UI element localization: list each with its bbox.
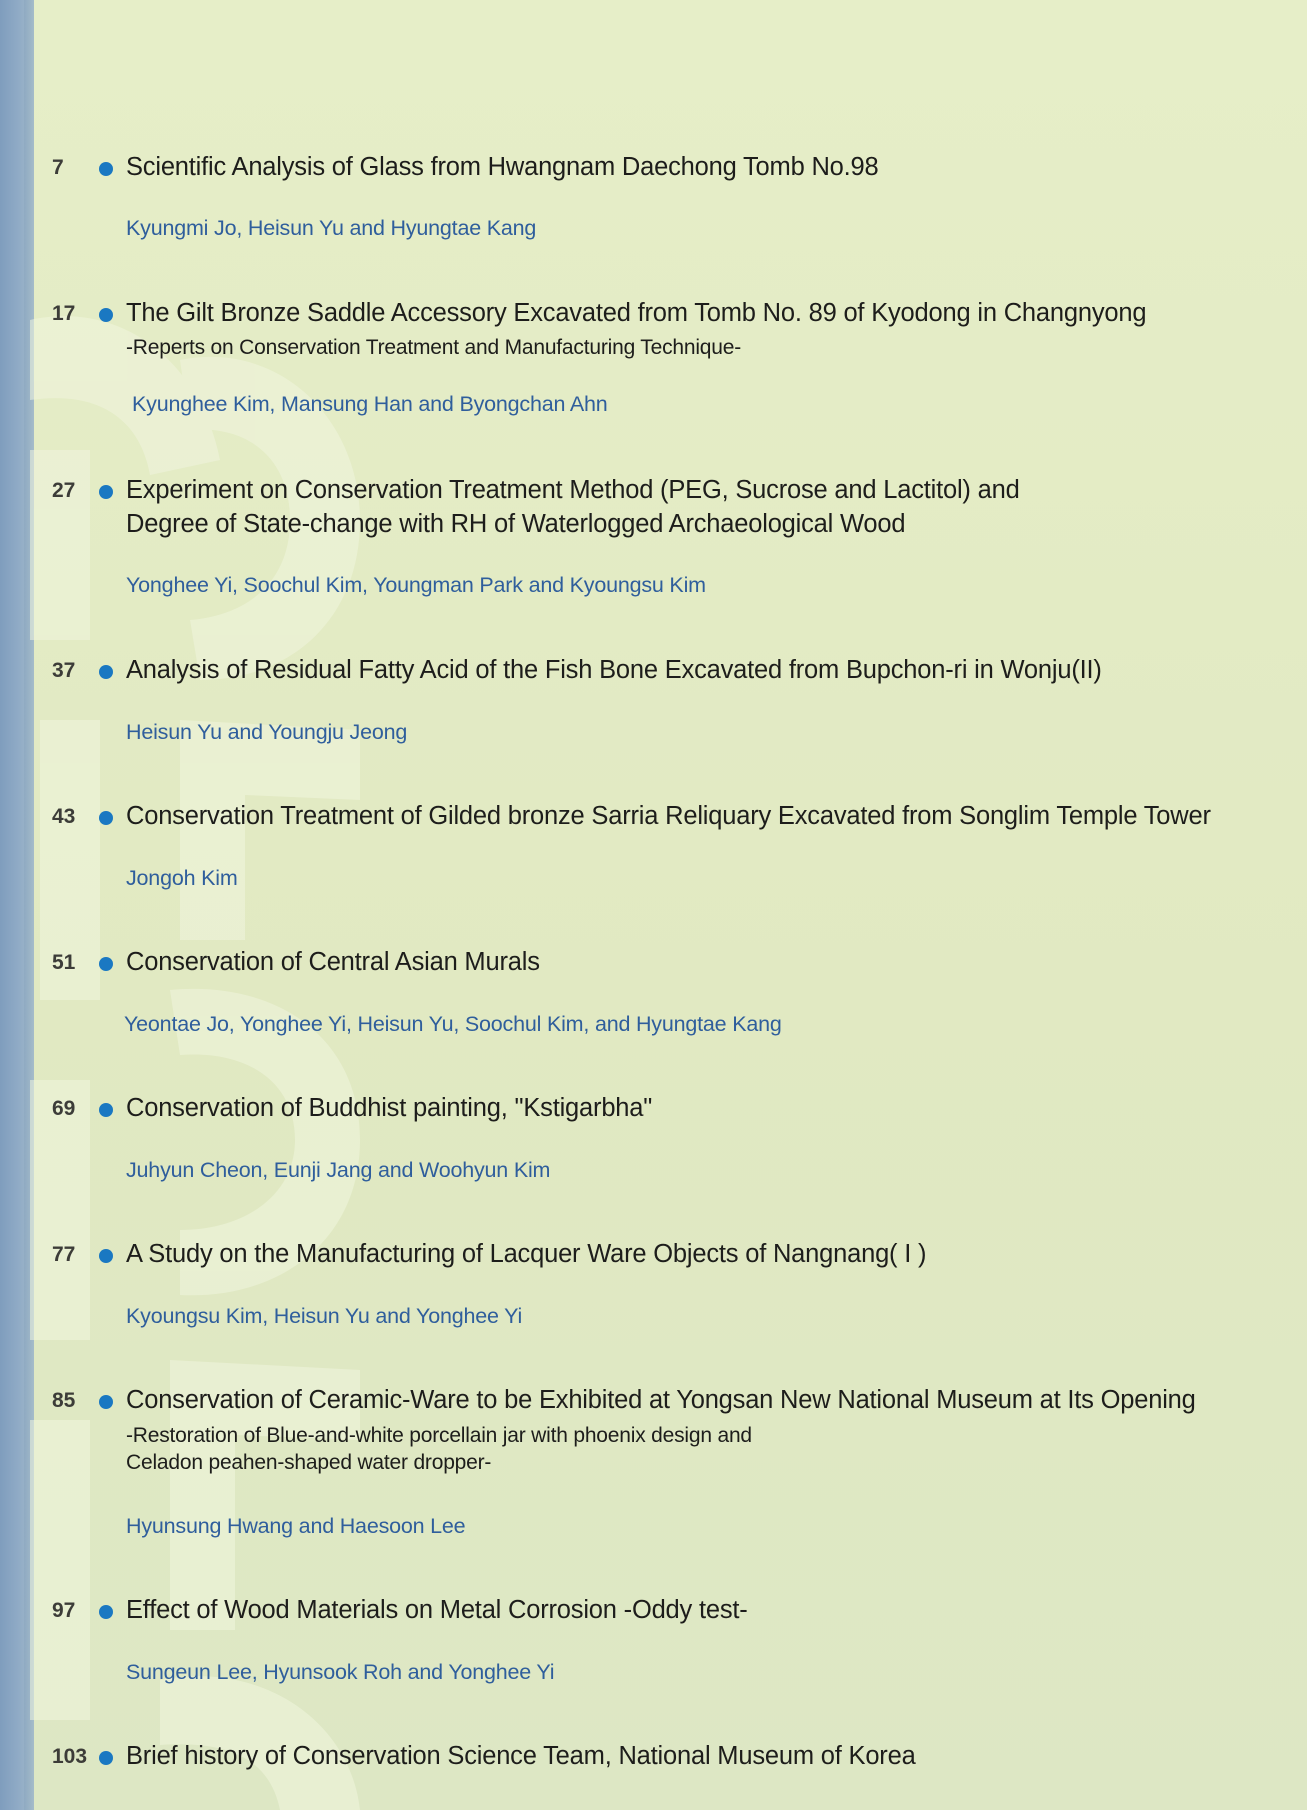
entry-title[interactable]: Conservation of Ceramic-Ware to be Exhibited at Yongsan New National Museum at Its Opening xyxy=(126,1386,1196,1414)
entry-title[interactable]: Scientific Analysis of Glass from Hwangnam Daechong Tomb No.98 xyxy=(126,153,879,181)
bullet-icon xyxy=(99,308,113,322)
entry-subtitle: -Reperts on Conservation Treatment and Manufacturing Technique- xyxy=(126,336,742,359)
bullet-icon xyxy=(99,957,113,971)
page-number: 51 xyxy=(52,951,76,974)
page-number: 103 xyxy=(52,1745,88,1768)
page-number: 43 xyxy=(52,805,76,828)
entry-title[interactable]: Conservation of Buddhist painting, "Kstigarbha" xyxy=(126,1094,653,1122)
page-number: 27 xyxy=(52,479,76,502)
page-number: 85 xyxy=(52,1389,76,1412)
entry-authors: Kyungmi Jo, Heisun Yu and Hyungtae Kang xyxy=(126,216,537,240)
entry-authors: Juhyun Cheon, Eunji Jang and Woohyun Kim xyxy=(126,1158,551,1182)
page-number: 17 xyxy=(52,302,76,325)
entry-authors: Heisun Yu and Youngju Jeong xyxy=(126,720,408,744)
entry-authors: Jongoh Kim xyxy=(126,866,238,890)
entry-title[interactable]: Conservation of Central Asian Murals xyxy=(126,948,540,976)
bullet-icon xyxy=(99,162,113,176)
bullet-icon xyxy=(99,1103,113,1117)
entry-title[interactable]: Experiment on Conservation Treatment Method (PEG, Sucrose and Lactitol) and xyxy=(126,476,1020,504)
entry-authors: Sungeun Lee, Hyunsook Roh and Yonghee Yi xyxy=(126,1660,555,1684)
bullet-icon xyxy=(99,1605,113,1619)
page-number: 77 xyxy=(52,1243,76,1266)
entry-title[interactable]: The Gilt Bronze Saddle Accessory Excavated from Tomb No. 89 of Kyodong in Changnyong xyxy=(126,299,1147,327)
page-number: 69 xyxy=(52,1097,76,1120)
entry-authors: Yeontae Jo, Yonghee Yi, Heisun Yu, Soochul Kim, and Hyungtae Kang xyxy=(124,1012,782,1036)
entry-title[interactable]: Effect of Wood Materials on Metal Corrosion -Oddy test- xyxy=(126,1596,748,1624)
entry-title-line2[interactable]: Degree of State-change with RH of Waterlogged Archaeological Wood xyxy=(126,510,906,538)
bullet-icon xyxy=(99,1249,113,1263)
entry-subtitle: -Restoration of Blue-and-white porcellain jar with phoenix design and xyxy=(126,1424,752,1447)
entry-authors: Yonghee Yi, Soochul Kim, Youngman Park and Kyoungsu Kim xyxy=(126,573,706,597)
page-number: 37 xyxy=(52,659,76,682)
entry-title[interactable]: Conservation Treatment of Gilded bronze Sarria Reliquary Excavated from Songlim Temple Tower xyxy=(126,802,1211,830)
entry-title[interactable]: Analysis of Residual Fatty Acid of the Fish Bone Excavated from Bupchon-ri in Wonju(II) xyxy=(126,656,1102,684)
bullet-icon xyxy=(99,1751,113,1765)
entry-authors: Kyoungsu Kim, Heisun Yu and Yonghee Yi xyxy=(126,1304,523,1328)
entry-title[interactable]: A Study on the Manufacturing of Lacquer Ware Objects of Nangnang( I ) xyxy=(126,1240,927,1268)
page-number: 7 xyxy=(52,156,64,179)
entry-subtitle-line2: Celadon peahen-shaped water dropper- xyxy=(126,1451,492,1474)
bullet-icon xyxy=(99,1395,113,1409)
page-number: 97 xyxy=(52,1599,76,1622)
bullet-icon xyxy=(99,811,113,825)
bullet-icon xyxy=(99,485,113,499)
entry-authors: Kyunghee Kim, Mansung Han and Byongchan Ahn xyxy=(132,392,608,416)
entry-authors: Hyunsung Hwang and Haesoon Lee xyxy=(126,1514,466,1538)
bullet-icon xyxy=(99,665,113,679)
entry-title[interactable]: Brief history of Conservation Science Team, National Museum of Korea xyxy=(126,1742,916,1770)
